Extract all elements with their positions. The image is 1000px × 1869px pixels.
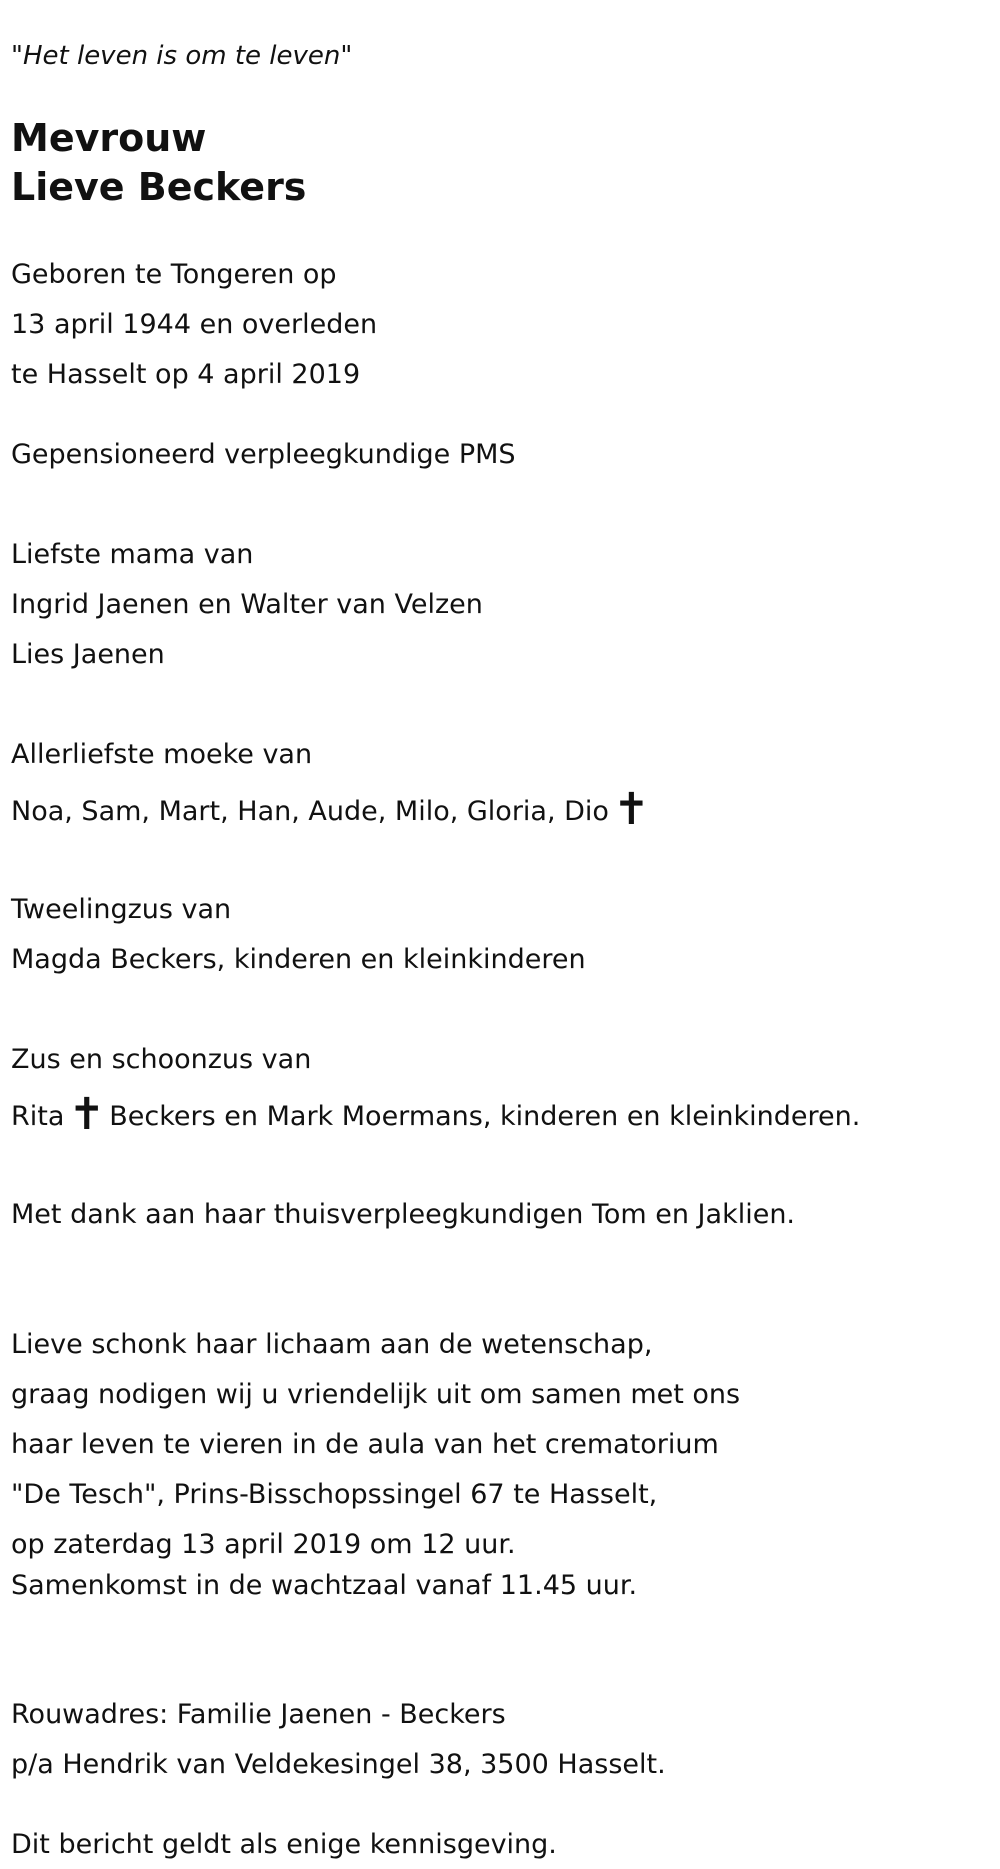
deceased-name: Lieve Beckers — [11, 165, 307, 209]
gathering-time: Samenkomst in de wachtzaal vanaf 11.45 uur. — [11, 1570, 638, 1601]
death-line: te Hasselt op 4 april 2019 — [11, 359, 361, 390]
children-heading: Liefste mama van — [11, 539, 254, 570]
profession: Gepensioneerd verpleegkundige PMS — [11, 439, 516, 470]
ceremony-location: "De Tesch", Prins-Bisschopssingel 67 te Hasselt, — [11, 1479, 658, 1510]
ceremony-line: haar leven te vieren in de aula van het crematorium — [11, 1429, 719, 1460]
honorific: Mevrouw — [11, 116, 207, 160]
grandchildren-list: Noa, Sam, Mart, Han, Aude, Milo, Gloria, Dio — [11, 796, 609, 827]
child-name: Ingrid Jaenen en Walter van Velzen — [11, 589, 483, 620]
siblings-names — [11, 1089, 861, 1140]
siblings-rest: Beckers en Mark Moermans, kinderen en kleinkinderen. — [109, 1101, 861, 1132]
ceremony-date: op zaterdag 13 april 2019 om 12 uur. — [11, 1529, 516, 1560]
ceremony-line: Lieve schonk haar lichaam aan de wetenschap, — [11, 1329, 653, 1360]
cross-icon: ✝ — [612, 784, 650, 835]
twin-names: Magda Beckers, kinderen en kleinkinderen — [11, 944, 586, 975]
grandchildren-heading: Allerliefste moeke van — [11, 739, 313, 770]
sibling-first-name: Rita — [11, 1101, 65, 1132]
mourning-street: p/a Hendrik van Veldekesingel 38, 3500 Hasselt. — [11, 1749, 666, 1780]
twin-heading: Tweelingzus van — [11, 894, 232, 925]
cross-icon: ✝ — [68, 1089, 106, 1140]
siblings-heading: Zus en schoonzus van — [11, 1044, 312, 1075]
thanks: Met dank aan haar thuisverpleegkundigen Tom en Jaklien. — [11, 1199, 796, 1230]
birth-line-2: 13 april 1944 en overleden — [11, 309, 378, 340]
mourning-address: Rouwadres: Familie Jaenen - Beckers — [11, 1699, 506, 1730]
child-name: Lies Jaenen — [11, 639, 165, 670]
grandchildren-names — [11, 784, 654, 835]
notice: Dit bericht geldt als enige kennisgeving. — [11, 1829, 557, 1860]
ceremony-line: graag nodigen wij u vriendelijk uit om samen met ons — [11, 1379, 741, 1410]
birth-line-1: Geboren te Tongeren op — [11, 259, 337, 290]
quote: "Het leven is om te leven" — [11, 41, 353, 71]
